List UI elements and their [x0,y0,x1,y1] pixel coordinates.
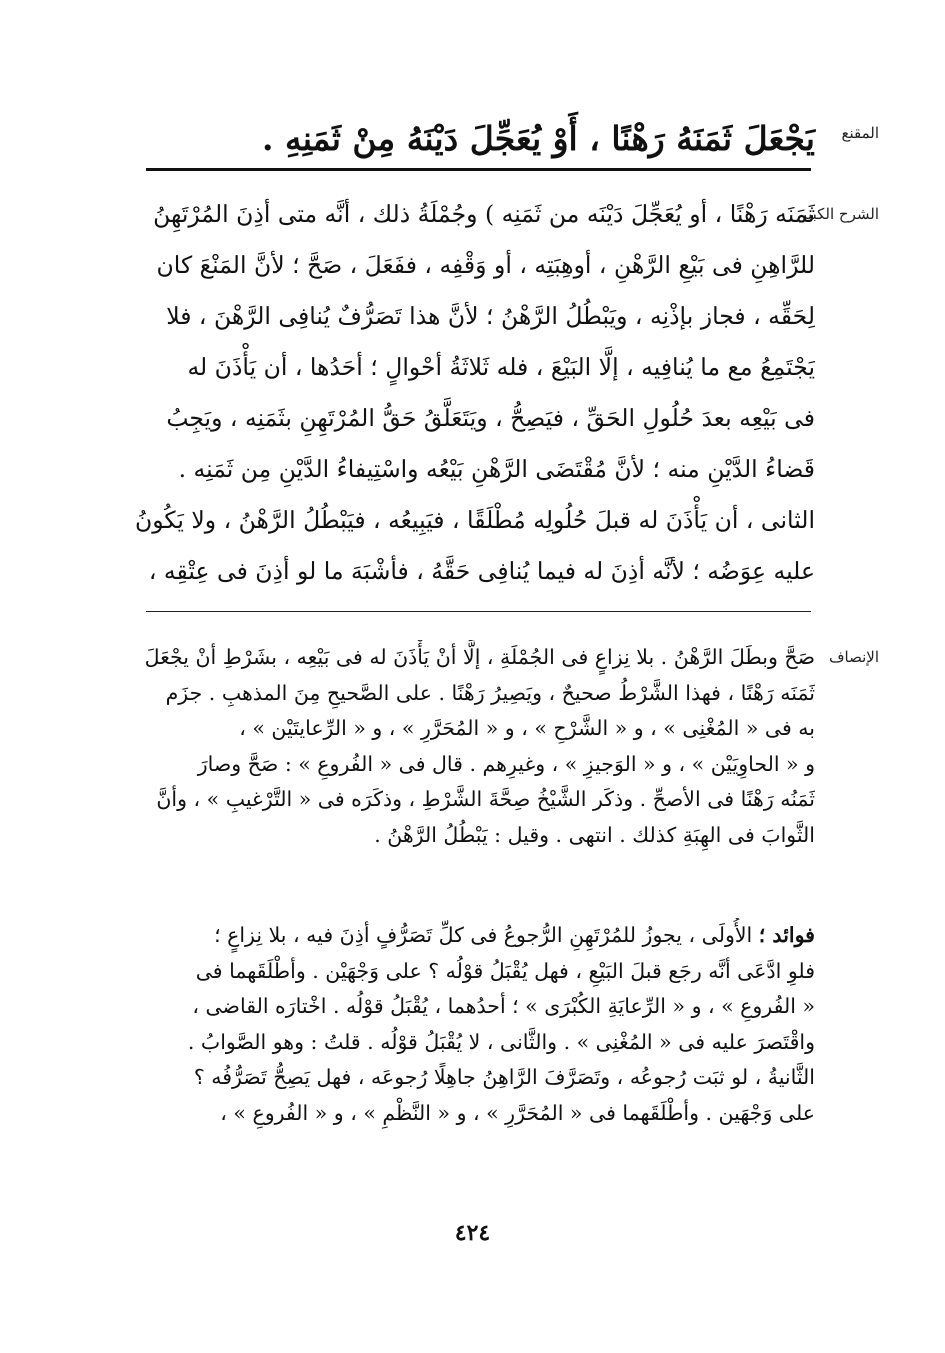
page-number: ٤٢٤ [454,1220,491,1246]
sharh-line: الثانى ، أن يَأْذَنَ له قبلَ حُلُولِه مُطْلَقًا ، فيَبِيعُه ، فيَبْطُلُ الرَّهْنُ ، ولا يَكُونُ [135,506,815,534]
insaf-line: ثَمَنَه رَهْنًا ، فهذا الشَّرْطُ صحيحٌ ، ويَصِيرُ رَهْنًا . على الصَّحيحِ مِنَ المذهبِ . جزَم [165,680,815,705]
sharh-line: لِحَقِّه ، فجاز بإذْنِه ، ويَبْطُلُ الرَّهْنُ ؛ لأنَّ هذا تَصَرُّفٌ يُنافِى الرَّهْنَ ، فلا [166,302,815,330]
insaf-line: الثَّوابَ فى الهِبَةِ كذلك . انتهى . وقيل : يَبْطُلُ الرَّهْنُ . [374,822,815,847]
insaf-line: صَحَّ وبطَلَ الرَّهْنُ . بلا نِزاعٍ فى الجُمْلَةِ ، إلَّا أنْ يَأْذَنَ له فى بَيْعِه ، بشَرْطِ أنْ يجْعَلَ [144,645,815,669]
sharh-label: الشرح الكبير [799,205,879,223]
sharh-line: عليه عِوَضُه ؛ لأنَّه أذِنَ له فيما يُنافِى حَقَّهُ ، فأشْبَهَ ما لو أذِنَ فى عِتْقِه ، [148,557,815,585]
section-divider-thin [146,611,811,612]
fawaid-line: واقْتَصرَ عليه فى « المُغْنِى » . والثَّانى ، لا يُقْبَلُ قوْلُه . قلتُ : وهو الصَّوابُ . [187,1029,815,1054]
fawaid-line: على وَجْهَين . وأطْلَقَهما فى « المُحَرَّرِ » ، و « النَّظْمِ » ، و « الفُروعِ » ، [220,1100,815,1125]
sharh-line: فى بَيْعِه بعدَ حُلُولِ الحَقِّ ، فيَصِحُّ ، ويَتَعَلَّقُ حَقُّ المُرْتَهِنِ بثَمَنِه ، ويَجِبُ [166,404,815,432]
muqni-label: المقنع [841,124,879,142]
fawaid-heading: فوائد ؛ [758,923,815,947]
sharh-line: ثَمَنَه رَهْنًا ، أو يُعَجِّلَ دَيْنَه من ثَمَنِه ) وجُمْلَةُ ذلك ، أنَّه متى أذِنَ المُرْتَهِنُ [153,200,815,228]
sharh-text-block [130,189,815,597]
section-divider-thick [146,168,811,171]
insaf-line: ثَمَنُه رَهْنًا فى الأصحِّ . وذكَر الشَّيْخُ صِحَّةَ الشَّرْطِ ، وذكَرَه فى « التَّرْغيبِ » ، وأنَّ [156,787,815,811]
insaf-line: و « الحاوِيَيْن » ، و « الوَجيزِ » ، وغيرِهم . قال فى « الفُروعِ » : صَحَّ وصارَ [197,751,815,776]
muqni-text: يَجْعَلَ ثَمَنَهُ رَهْنًا ، أَوْ يُعَجِّلَ دَيْنَهُ مِنْ ثَمَنِهِ . [262,119,815,158]
insaf-text-block [130,640,815,853]
sharh-line: قَضاءُ الدَّيْنِ منه ؛ لأنَّ مُقْتَضَى الرَّهْنِ بَيْعُه واسْتِيفاءُ الدَّيْنِ مِن ثَمَنِه . [178,455,815,483]
sharh-line: يَجْتَمِعُ مع ما يُنافِيه ، إلَّا البَيْعَ ، فله ثَلاثَةُ أحْوالٍ ؛ أحَدُها ، أن يَأْذَنَ له [187,353,815,381]
insaf-line: به فى « المُغْنِى » ، و « الشَّرْحِ » ، و « المُحَرَّرِ » ، و « الرِّعايتَيْن » ، [239,716,815,740]
fawaid-line-text: الأُولَى ، يجوزُ للمُرْتَهِنِ الرُّجوعُ فى كلِّ تَصَرُّفٍ أذِنَ فيه ، بلا نِزاعٍ ؛ [214,923,753,947]
fawaid-line: « الفُروعِ » ، و « الرِّعايَةِ الكُبْرَى » ؛ أحدُهما ، يُقْبَلُ قوْلُه . اخْتارَه القاضى ، [192,994,815,1018]
fawaid-text-block [130,918,815,1131]
insaf-label: الإنصاف [828,648,879,666]
fawaid-line [130,918,815,954]
fawaid-line: فلوِ ادَّعَى أنَّه رجَع قبلَ البَيْعِ ، فهل يُقْبَلُ قوْلُه ؟ على وَجْهَيْن . وأطْلَقَهما فى [195,958,815,983]
sharh-line: للرَّاهِنِ فى بَيْعِ الرَّهْنِ ، أوهِبَتِه ، أو وَقْفِه ، ففَعَلَ ، صَحَّ ؛ لأنَّ المَنْعَ كان [156,251,815,279]
fawaid-line: الثَّانيةُ ، لو ثبَت رُجوعُه ، وتَصَرَّفَ الرَّاهِنُ جاهِلًا رُجوعَه ، فهل يَصِحُّ تَصَرُّفُه ؟ [193,1065,815,1089]
